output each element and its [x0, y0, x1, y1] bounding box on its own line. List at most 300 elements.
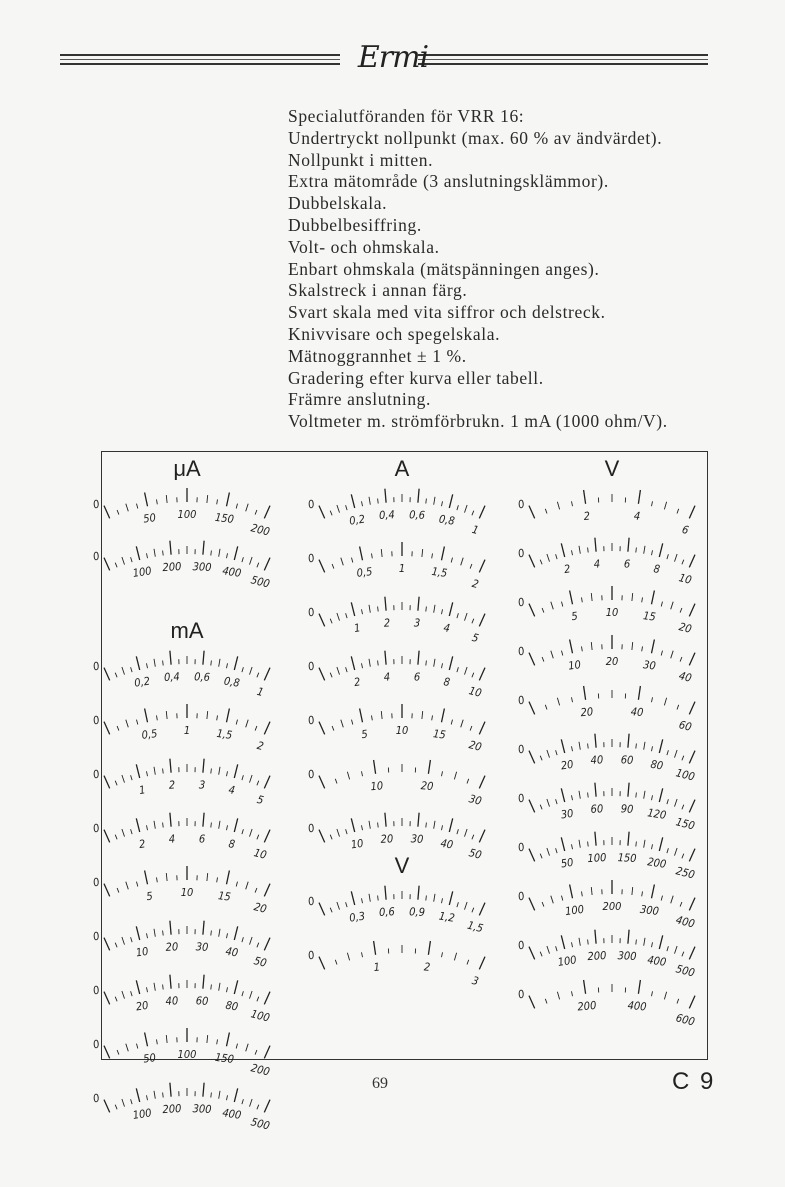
scale-minor-tick: [346, 902, 348, 907]
scale-minor-tick: [667, 799, 669, 804]
scale-value-label: 6: [198, 832, 206, 846]
scale-minor-tick: [211, 931, 212, 936]
scale-minor-tick: [644, 546, 645, 554]
scale-minor-tick: [257, 563, 259, 568]
scale-minor-tick: [572, 501, 573, 506]
scale-major-tick: [442, 547, 445, 561]
scale-minor-tick: [147, 553, 148, 558]
scale-value-label: 50: [559, 855, 575, 871]
scale-minor-tick: [644, 742, 645, 750]
scale-major-tick: [227, 493, 230, 507]
scale-minor-tick: [551, 896, 554, 904]
scale-minor-tick: [675, 750, 678, 758]
scale-minor-tick: [219, 929, 220, 937]
scale-major-tick: [449, 818, 452, 832]
scale-value-label: 2: [423, 960, 431, 974]
scale-minor-tick: [442, 609, 443, 614]
scale-minor-tick: [337, 902, 340, 910]
scale-minor-tick: [652, 550, 653, 555]
scale-major-tick: [628, 832, 629, 846]
unit-heading: V: [394, 853, 410, 878]
scale-major-tick: [234, 818, 237, 832]
scale-major-tick: [360, 709, 363, 723]
scale-minor-tick: [652, 942, 653, 947]
scale-major-tick: [561, 739, 564, 753]
scale-major-tick: [351, 602, 354, 616]
scale-minor-tick: [588, 744, 589, 749]
scale-value-label: 1,5: [215, 726, 234, 742]
scale-minor-tick: [632, 887, 633, 895]
scale-minor-tick: [572, 844, 573, 849]
scale-major-tick: [227, 871, 230, 885]
scale-minor-tick: [346, 613, 348, 618]
scale-minor-tick: [422, 711, 423, 719]
scale-major-tick: [136, 764, 139, 778]
scale-value-label: 200: [602, 900, 622, 913]
scale-minor-tick: [227, 663, 228, 668]
scale-value-label: 50: [467, 846, 483, 862]
scale-minor-tick: [122, 1099, 125, 1107]
scale-zero-label: 0: [91, 1091, 101, 1106]
scale-minor-tick: [372, 553, 373, 558]
scale-major-tick: [104, 776, 110, 789]
scale-value-label: 400: [627, 998, 648, 1014]
scale-value-label: 10: [370, 779, 384, 794]
scale-minor-tick: [211, 823, 212, 828]
scale-minor-tick: [337, 613, 340, 621]
scale-value-label: 4: [633, 509, 641, 523]
scale-minor-tick: [434, 821, 435, 829]
scale-minor-tick: [242, 937, 244, 942]
scale-minor-tick: [219, 659, 220, 667]
scale-major-tick: [136, 546, 139, 560]
scale-minor-tick: [582, 597, 583, 602]
scale-major-tick: [319, 560, 325, 573]
scale-minor-tick: [442, 825, 443, 830]
scale-minor-tick: [369, 497, 370, 505]
scale-minor-tick: [154, 659, 155, 667]
scale-minor-tick: [250, 557, 253, 565]
scale-zero-label: 0: [516, 644, 526, 659]
scale-value-label: 6: [623, 557, 631, 571]
scale-minor-tick: [642, 891, 643, 896]
scale-minor-tick: [117, 1050, 119, 1055]
scale-minor-tick: [257, 781, 259, 786]
scale-minor-tick: [588, 548, 589, 553]
scale-minor-tick: [330, 908, 332, 913]
scale-minor-tick: [115, 781, 117, 786]
scale-minor-tick: [434, 497, 435, 505]
scale-minor-tick: [556, 554, 558, 559]
scale-minor-tick: [131, 937, 133, 942]
scale-minor-tick: [126, 882, 129, 890]
scale-major-tick: [374, 760, 376, 774]
scale-value-label: 100: [177, 508, 197, 521]
scale-minor-tick: [346, 829, 348, 834]
scale-minor-tick: [346, 505, 348, 510]
scale-major-tick: [689, 849, 695, 862]
scale-major-tick: [170, 921, 171, 935]
scale-minor-tick: [369, 659, 370, 667]
scale-major-tick: [595, 930, 596, 944]
scale-major-tick: [529, 947, 535, 960]
scale-value-label: 20: [165, 940, 179, 954]
spec-line: Extra mätområde (3 anslutningsklämmor).: [288, 171, 609, 192]
scale-major-tick: [595, 734, 596, 748]
scale-major-tick: [418, 489, 419, 503]
scale-minor-tick: [246, 504, 249, 512]
spec-line: Enbart ohmskala (mätspänningen anges).: [288, 258, 600, 279]
scale-major-tick: [659, 935, 662, 949]
scale-value-label: 1: [138, 783, 147, 798]
scale-minor-tick: [454, 953, 456, 961]
scale-value-label: 150: [214, 1050, 235, 1067]
page-number: 69: [372, 1075, 388, 1092]
scale-minor-tick: [461, 720, 464, 728]
scale-minor-tick: [572, 991, 573, 996]
scale-minor-tick: [147, 663, 148, 668]
scale-major-tick: [264, 558, 270, 571]
scale-minor-tick: [257, 1105, 259, 1110]
scale-minor-tick: [540, 854, 542, 859]
scale-value-label: 20: [252, 900, 268, 916]
scale-minor-tick: [255, 888, 257, 893]
scale-major-tick: [319, 903, 325, 916]
scale-value-label: 4: [168, 832, 176, 846]
scale-value-label: 2: [168, 778, 176, 792]
scale-minor-tick: [117, 726, 119, 731]
scale-minor-tick: [250, 829, 253, 837]
scale-minor-tick: [465, 505, 468, 513]
scale-major-tick: [374, 941, 376, 955]
scale-minor-tick: [472, 511, 474, 516]
scale-value-label: 200: [162, 560, 182, 575]
scale-minor-tick: [242, 667, 244, 672]
scale-value-label: 80: [649, 757, 665, 773]
scale-major-tick: [385, 886, 386, 900]
scale-major-tick: [319, 722, 325, 735]
scale-value-label: 30: [410, 832, 424, 846]
scale-value-label: 200: [576, 998, 597, 1014]
scale-minor-tick: [242, 557, 244, 562]
scale-minor-tick: [442, 771, 443, 776]
scale-major-tick: [479, 830, 485, 843]
scale-minor-tick: [217, 499, 218, 504]
scale-value-label: 2: [563, 562, 572, 577]
scale-major-tick: [227, 709, 230, 723]
scale-minor-tick: [671, 602, 674, 610]
scale-value-label: 8: [442, 675, 451, 690]
scale-minor-tick: [211, 1093, 212, 1098]
scale-minor-tick: [677, 705, 679, 710]
scale-major-tick: [638, 490, 640, 504]
brand-logo: Ermi: [357, 40, 429, 75]
scale-minor-tick: [644, 791, 645, 799]
scale-minor-tick: [579, 938, 580, 946]
scale-minor-tick: [378, 661, 379, 666]
scale-minor-tick: [588, 940, 589, 945]
scale-major-tick: [449, 656, 452, 670]
scale-minor-tick: [545, 509, 547, 514]
scale-major-tick: [104, 938, 110, 951]
special-versions-list: [288, 106, 768, 433]
scale-minor-tick: [115, 673, 117, 678]
scale-minor-tick: [457, 829, 459, 834]
scale-minor-tick: [157, 1039, 158, 1044]
scale-minor-tick: [126, 1044, 129, 1052]
scale-major-tick: [264, 938, 270, 951]
scale-minor-tick: [682, 854, 684, 859]
scale-major-tick: [529, 849, 535, 862]
scale-minor-tick: [236, 1044, 237, 1049]
unit-heading: μA: [173, 456, 201, 481]
scale-major-tick: [136, 818, 139, 832]
scale-minor-tick: [675, 554, 678, 562]
scale-value-label: 3: [470, 973, 480, 989]
scale-major-tick: [628, 538, 629, 552]
spec-line: Volt- och ohmskala.: [288, 236, 440, 257]
scale-zero-label: 0: [306, 948, 316, 963]
scale-value-label: 1: [255, 684, 265, 700]
scale-minor-tick: [250, 937, 253, 945]
scale-minor-tick: [671, 651, 674, 659]
scale-minor-tick: [147, 825, 148, 830]
scale-minor-tick: [667, 750, 669, 755]
scale-minor-tick: [540, 756, 542, 761]
scale-minor-tick: [547, 848, 550, 856]
scale-value-label: 0,5: [140, 726, 159, 742]
scale-minor-tick: [250, 991, 253, 999]
scale-minor-tick: [542, 608, 544, 613]
scale-major-tick: [104, 830, 110, 843]
scale-value-label: 60: [195, 994, 209, 1008]
scale-value-label: 200: [162, 1102, 182, 1117]
scale-minor-tick: [572, 550, 573, 555]
scale-minor-tick: [677, 999, 679, 1004]
scale-major-tick: [170, 1083, 171, 1097]
scale-minor-tick: [547, 946, 550, 954]
scale-minor-tick: [131, 829, 133, 834]
scale-minor-tick: [242, 991, 244, 996]
scale-value-label: 15: [432, 727, 447, 742]
scale-value-label: 100: [131, 564, 153, 580]
scale-major-tick: [529, 702, 535, 715]
scale-minor-tick: [362, 952, 363, 957]
scale-major-tick: [170, 759, 171, 773]
scale-major-tick: [264, 884, 270, 897]
scale-minor-tick: [257, 835, 259, 840]
scale-minor-tick: [591, 887, 592, 895]
scale-major-tick: [570, 640, 573, 654]
scale-minor-tick: [157, 499, 158, 504]
scale-minor-tick: [442, 952, 443, 957]
scale-minor-tick: [667, 946, 669, 951]
scale-major-tick: [227, 1033, 230, 1047]
header-rule-right-mid: [418, 59, 708, 60]
scale-minor-tick: [147, 987, 148, 992]
scale-major-tick: [561, 837, 564, 851]
scale-major-tick: [319, 668, 325, 681]
scale-major-tick: [234, 656, 237, 670]
scale-major-tick: [689, 996, 695, 1009]
scale-minor-tick: [432, 715, 433, 720]
scale-major-tick: [638, 980, 640, 994]
scale-value-label: 4: [383, 670, 391, 684]
scale-minor-tick: [337, 829, 340, 837]
spec-line: Voltmeter m. strömförbrukn. 1 mA (1000 ohm/V).: [288, 411, 668, 432]
scale-minor-tick: [540, 560, 542, 565]
scale-value-label: 40: [590, 753, 604, 767]
scale-minor-tick: [362, 663, 363, 668]
scale-major-tick: [689, 604, 695, 617]
scale-zero-label: 0: [306, 713, 316, 728]
scale-minor-tick: [154, 767, 155, 775]
scale-minor-tick: [137, 1044, 138, 1049]
scale-major-tick: [638, 686, 640, 700]
scale-value-label: 40: [630, 705, 644, 720]
scale-value-label: 6: [680, 522, 690, 538]
scale-major-tick: [529, 751, 535, 764]
scale-value-label: 10: [349, 836, 365, 852]
scale-value-label: 0,6: [378, 905, 396, 919]
spec-line: Svart skala med vita siffror och delstreck.: [288, 302, 606, 323]
scale-zero-label: 0: [91, 659, 101, 674]
scale-value-label: 5: [360, 727, 369, 742]
scale-minor-tick: [582, 891, 583, 896]
scale-value-label: 4: [593, 557, 601, 571]
scale-major-tick: [449, 602, 452, 616]
scale-minor-tick: [352, 558, 353, 563]
scale-minor-tick: [545, 999, 547, 1004]
scale-minor-tick: [652, 844, 653, 849]
scale-major-tick: [264, 1100, 270, 1113]
scale-major-tick: [136, 1088, 139, 1102]
scale-minor-tick: [636, 842, 637, 847]
scale-major-tick: [234, 1088, 237, 1102]
scale-minor-tick: [675, 799, 678, 807]
scale-minor-tick: [562, 602, 563, 607]
scale-zero-label: 0: [516, 693, 526, 708]
scale-major-tick: [561, 935, 564, 949]
scale-minor-tick: [163, 551, 164, 556]
scale-value-label: 0,4: [378, 508, 396, 522]
scale-minor-tick: [163, 931, 164, 936]
scale-value-label: 20: [134, 998, 150, 1014]
scale-value-label: 1: [398, 562, 406, 575]
scale-major-tick: [104, 722, 110, 735]
spec-line: Knivvisare och spegelskala.: [288, 323, 501, 344]
scale-minor-tick: [644, 938, 645, 946]
scale-major-tick: [104, 992, 110, 1005]
scale-minor-tick: [227, 825, 228, 830]
scale-major-tick: [479, 957, 485, 970]
scale-major-tick: [234, 926, 237, 940]
scale-minor-tick: [465, 613, 468, 621]
scale-value-label: 10: [252, 846, 268, 862]
scale-zero-label: 0: [306, 497, 316, 512]
scale-minor-tick: [117, 888, 119, 893]
scale-major-tick: [689, 506, 695, 519]
scale-minor-tick: [551, 602, 554, 610]
scale-major-tick: [170, 541, 171, 555]
scale-major-tick: [529, 800, 535, 813]
scale-minor-tick: [211, 769, 212, 774]
scale-minor-tick: [246, 882, 249, 890]
scale-major-tick: [479, 776, 485, 789]
scale-major-tick: [351, 656, 354, 670]
scale-value-label: 500: [674, 962, 697, 980]
scale-major-tick: [136, 926, 139, 940]
scale-minor-tick: [432, 553, 433, 558]
scale-major-tick: [351, 818, 354, 832]
scale-value-label: 0,6: [408, 508, 426, 522]
scale-minor-tick: [257, 943, 259, 948]
scale-minor-tick: [369, 894, 370, 902]
scale-value-label: 8: [652, 562, 661, 577]
scale-major-tick: [264, 506, 270, 519]
scale-minor-tick: [369, 821, 370, 829]
scale-value-label: 100: [177, 1048, 197, 1061]
scale-minor-tick: [250, 1099, 253, 1107]
scale-major-tick: [659, 837, 662, 851]
scale-minor-tick: [572, 942, 573, 947]
spec-line: Dubbelskala.: [288, 193, 388, 214]
scale-zero-label: 0: [306, 821, 316, 836]
scale-minor-tick: [154, 983, 155, 991]
scale-major-tick: [652, 591, 655, 605]
scale-value-label: 500: [249, 1115, 272, 1133]
scale-minor-tick: [664, 992, 666, 1000]
scale-minor-tick: [207, 1035, 208, 1043]
scale-major-tick: [319, 614, 325, 627]
scale-value-label: 8: [227, 837, 236, 852]
scale-minor-tick: [557, 698, 559, 706]
scale-minor-tick: [547, 799, 550, 807]
scale-zero-label: 0: [91, 713, 101, 728]
scale-major-tick: [529, 898, 535, 911]
scale-minor-tick: [217, 1039, 218, 1044]
scale-minor-tick: [426, 607, 427, 612]
scale-minor-tick: [547, 554, 550, 562]
scale-minor-tick: [219, 821, 220, 829]
scale-minor-tick: [451, 720, 452, 725]
scale-major-tick: [264, 722, 270, 735]
scale-major-tick: [104, 558, 110, 571]
scale-minor-tick: [330, 619, 332, 624]
scale-minor-tick: [542, 902, 544, 907]
header-rule-right-top: [418, 54, 708, 56]
scale-zero-label: 0: [516, 546, 526, 561]
scale-value-label: 0,3: [348, 909, 366, 925]
scale-minor-tick: [461, 558, 464, 566]
scale-minor-tick: [661, 602, 662, 607]
scale-minor-tick: [131, 775, 133, 780]
scale-value-label: 5: [470, 630, 480, 646]
scale-major-tick: [570, 885, 573, 899]
scale-minor-tick: [115, 943, 117, 948]
scale-major-tick: [104, 1100, 110, 1113]
scale-zero-label: 0: [306, 551, 316, 566]
scale-value-label: 1,2: [438, 909, 456, 925]
scale-minor-tick: [664, 502, 666, 510]
scale-major-tick: [136, 980, 139, 994]
scale-minor-tick: [369, 605, 370, 613]
scale-zero-label: 0: [516, 791, 526, 806]
scale-minor-tick: [242, 1099, 244, 1104]
scale-major-tick: [652, 640, 655, 654]
scale-minor-tick: [122, 829, 125, 837]
spec-line: Specialutföranden för VRR 16:: [288, 106, 525, 126]
